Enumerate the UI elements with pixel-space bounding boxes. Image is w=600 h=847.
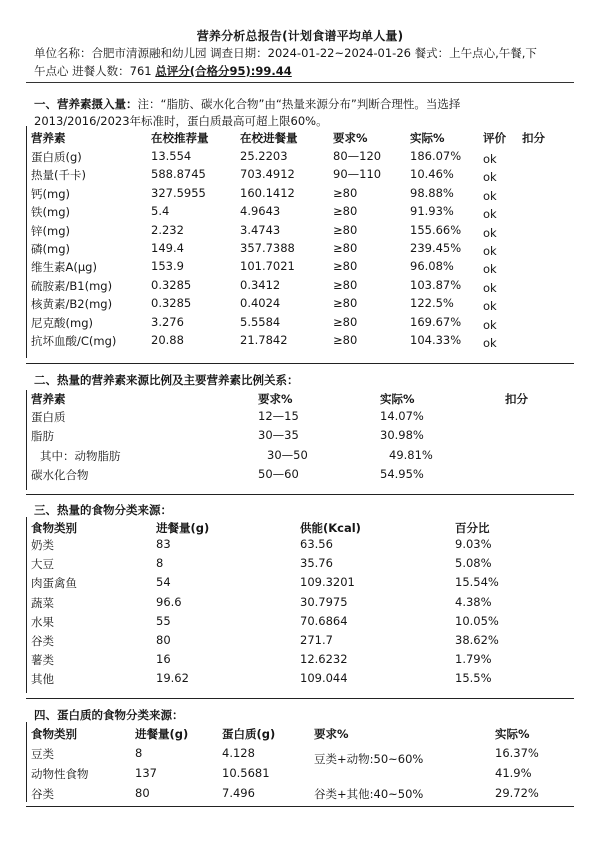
nutrient-cell: 80—120 bbox=[333, 149, 382, 163]
nutrient-cell: 327.5955 bbox=[151, 185, 206, 200]
nutrient-cell: 21.7842 bbox=[240, 333, 288, 347]
protein-source-header-0: 食物类别 bbox=[31, 727, 77, 741]
nutrient-cell: ok bbox=[483, 244, 497, 258]
table-row bbox=[0, 409, 600, 426]
protein-source-header-2: 蛋白质(g) bbox=[222, 727, 276, 741]
food-source-header-row bbox=[0, 520, 600, 537]
energy-source-header-row bbox=[0, 391, 600, 408]
food-source-cell: 70.6864 bbox=[300, 613, 348, 628]
requirement-beans-animal: 豆类+动物:50~60% bbox=[314, 752, 424, 766]
nutrient-cell: 核黄素/B2(mg) bbox=[31, 297, 113, 312]
nutrient-cell: 104.33% bbox=[410, 333, 462, 347]
nutrient-cell: 96.08% bbox=[410, 259, 454, 274]
nutrient-header-2: 在校进餐量 bbox=[240, 131, 298, 145]
energy-source-header-0: 营养素 bbox=[31, 392, 66, 406]
food-source-cell: 109.044 bbox=[300, 671, 348, 686]
nutrient-cell: ok bbox=[483, 262, 497, 277]
nutrient-cell: 160.1412 bbox=[240, 185, 295, 200]
protein-source-header-1: 进餐量(g) bbox=[135, 727, 189, 741]
food-source-header-3: 百分比 bbox=[455, 521, 490, 535]
energy-source-cell: 49.81% bbox=[389, 448, 433, 462]
food-source-cell: 1.79% bbox=[455, 652, 492, 667]
nutrient-header-0: 营养素 bbox=[31, 131, 66, 145]
food-source-header-1: 进餐量(g) bbox=[156, 521, 210, 535]
food-source-cell: 水果 bbox=[31, 614, 54, 629]
food-source-cell: 奶类 bbox=[31, 538, 54, 552]
table-row bbox=[0, 633, 600, 650]
nutrient-cell: 蛋白质(g) bbox=[31, 150, 82, 164]
food-source-cell: 5.08% bbox=[455, 556, 492, 571]
nutrient-header-3: 要求% bbox=[333, 131, 368, 145]
nutrient-cell: ok bbox=[483, 207, 497, 222]
protein-source-cell: 8 bbox=[135, 746, 143, 760]
nutrient-cell: ≥80 bbox=[333, 277, 358, 292]
info-line-1: 单位名称：合肥市清源融和幼儿园 调查日期：2024-01-22~2024-01-26 餐式：上午点心,午餐,下 bbox=[34, 46, 537, 60]
total-score: 总评分(合格分95):99.44 bbox=[155, 64, 292, 78]
food-source-header-2: 供能(Kcal) bbox=[300, 521, 361, 535]
protein-source-cell: 137 bbox=[135, 766, 157, 780]
food-source-cell: 63.56 bbox=[300, 537, 333, 551]
nutrient-cell: 钙(mg) bbox=[31, 186, 70, 201]
nutrient-cell: ≥80 bbox=[333, 185, 358, 200]
food-source-cell: 9.03% bbox=[455, 537, 492, 551]
nutrient-cell: 0.4024 bbox=[240, 296, 281, 311]
protein-source-cell: 10.5681 bbox=[222, 766, 270, 780]
food-source-cell: 15.5% bbox=[455, 671, 492, 686]
food-source-cell: 80 bbox=[156, 633, 171, 647]
nutrient-cell: ok bbox=[483, 280, 497, 295]
food-source-cell: 271.7 bbox=[300, 633, 333, 647]
nutrient-cell: ok bbox=[483, 336, 497, 350]
energy-source-cell: 54.95% bbox=[380, 467, 424, 481]
nutrient-cell: 588.8745 bbox=[151, 167, 206, 182]
nutrient-cell: 0.3285 bbox=[151, 277, 192, 292]
table-row bbox=[0, 296, 600, 313]
report-info bbox=[34, 44, 574, 80]
table-row bbox=[0, 278, 600, 295]
nutrient-cell: 239.45% bbox=[410, 241, 462, 255]
nutrient-cell: 磷(mg) bbox=[31, 242, 70, 256]
nutrient-cell: ok bbox=[483, 299, 497, 314]
table-row bbox=[0, 746, 600, 763]
nutrient-cell: ok bbox=[483, 188, 497, 203]
section4-left-border bbox=[26, 722, 27, 802]
nutrient-cell: 热量(千卡) bbox=[31, 168, 86, 183]
table-row bbox=[0, 223, 600, 240]
nutrient-header-4: 实际% bbox=[410, 131, 445, 145]
food-source-cell: 30.7975 bbox=[300, 594, 348, 609]
nutrient-cell: 25.2203 bbox=[240, 149, 288, 163]
protein-source-header-4: 实际% bbox=[495, 727, 530, 741]
nutrient-cell: 0.3285 bbox=[151, 296, 192, 311]
table-row bbox=[0, 315, 600, 332]
nutrient-cell: ≥80 bbox=[333, 222, 358, 237]
header-rule bbox=[26, 82, 574, 83]
table-row bbox=[0, 149, 600, 166]
nutrient-cell: 155.66% bbox=[410, 222, 462, 237]
energy-source-header-3: 扣分 bbox=[505, 392, 528, 406]
nutrient-cell: ≥80 bbox=[333, 296, 358, 311]
protein-source-cell: 豆类 bbox=[31, 747, 54, 761]
food-source-cell: 肉蛋禽鱼 bbox=[31, 576, 77, 591]
protein-source-cell: 80 bbox=[135, 786, 150, 800]
energy-source-cell: 12—15 bbox=[258, 409, 299, 423]
food-source-cell: 96.6 bbox=[156, 594, 182, 609]
protein-source-cell: 4.128 bbox=[222, 746, 255, 760]
food-source-cell: 19.62 bbox=[156, 671, 189, 686]
nutrient-header-5: 评价 bbox=[483, 131, 506, 145]
food-source-cell: 蔬菜 bbox=[31, 595, 54, 610]
table-row bbox=[0, 556, 600, 573]
section3-divider bbox=[26, 698, 574, 699]
nutrient-cell: ≥80 bbox=[333, 314, 358, 329]
nutrient-cell: 3.276 bbox=[151, 314, 184, 329]
section1-divider bbox=[26, 363, 574, 364]
nutrient-cell: 3.4743 bbox=[240, 222, 281, 237]
food-source-cell: 4.38% bbox=[455, 594, 492, 609]
nutrient-cell: 5.4 bbox=[151, 204, 170, 219]
nutrient-cell: ok bbox=[483, 225, 497, 240]
nutrient-cell: ≥80 bbox=[333, 241, 358, 255]
nutrient-cell: 357.7388 bbox=[240, 241, 295, 255]
nutrient-cell: 锌(mg) bbox=[31, 223, 70, 238]
table-row bbox=[0, 186, 600, 203]
nutrient-cell: 98.88% bbox=[410, 185, 454, 200]
section1-note-line1: 注：“脂肪、碳水化合物”由“热量来源分布”判断合理性。当选择 bbox=[137, 97, 461, 111]
nutrient-cell: 703.4912 bbox=[240, 167, 295, 182]
nutrient-cell: 103.87% bbox=[410, 277, 462, 292]
nutrient-cell: 153.9 bbox=[151, 259, 184, 274]
nutrient-cell: 尼克酸(mg) bbox=[31, 315, 93, 330]
info-line-2 bbox=[34, 62, 574, 80]
food-source-cell: 83 bbox=[156, 537, 171, 551]
food-source-cell: 10.05% bbox=[455, 613, 499, 628]
table-row bbox=[0, 537, 600, 554]
table-row bbox=[0, 448, 600, 465]
protein-source-cell: 动物性食物 bbox=[31, 767, 89, 781]
nutrient-cell: ok bbox=[483, 170, 497, 185]
nutrient-cell: ≥80 bbox=[333, 204, 358, 219]
section4-title: 四、蛋白质的食物分类来源： bbox=[34, 708, 184, 722]
section1-title: 一、营养素摄入量： bbox=[34, 97, 138, 111]
nutrient-header-row bbox=[0, 130, 600, 147]
energy-source-cell: 其中：动物脂肪 bbox=[40, 449, 121, 463]
table-row bbox=[0, 167, 600, 184]
nutrient-cell: 186.07% bbox=[410, 149, 462, 163]
nutrient-cell: 5.5584 bbox=[240, 314, 281, 329]
nutrient-cell: 硫胺素/B1(mg) bbox=[31, 278, 113, 293]
nutrient-cell: 0.3412 bbox=[240, 277, 281, 292]
food-source-cell: 54 bbox=[156, 575, 171, 590]
food-source-cell: 109.3201 bbox=[300, 575, 355, 590]
table-row bbox=[0, 786, 600, 803]
nutrient-cell: 2.232 bbox=[151, 222, 184, 237]
food-source-cell: 其他 bbox=[31, 672, 54, 687]
nutrient-cell: 抗坏血酸/C(mg) bbox=[31, 334, 117, 348]
nutrient-cell: 169.67% bbox=[410, 314, 462, 329]
energy-source-header-2: 实际% bbox=[380, 392, 415, 406]
nutrient-cell: 101.7021 bbox=[240, 259, 295, 274]
energy-source-cell: 30.98% bbox=[380, 428, 424, 442]
table-row bbox=[0, 204, 600, 221]
food-source-header-0: 食物类别 bbox=[31, 521, 77, 535]
table-row bbox=[0, 614, 600, 631]
section2-left-border bbox=[26, 390, 27, 490]
energy-source-cell: 50—60 bbox=[258, 467, 299, 481]
nutrient-cell: 149.4 bbox=[151, 241, 184, 255]
nutrient-cell: 122.5% bbox=[410, 296, 454, 311]
food-source-cell: 谷类 bbox=[31, 634, 54, 648]
energy-source-cell: 碳水化合物 bbox=[31, 468, 89, 482]
food-source-cell: 38.62% bbox=[455, 633, 499, 647]
food-source-cell: 12.6232 bbox=[300, 652, 348, 667]
report-title: 营养分析总报告(计划食谱平均单人量) bbox=[196, 29, 404, 43]
nutrient-cell: ok bbox=[483, 152, 497, 166]
table-row bbox=[0, 766, 600, 783]
protein-source-cell: 16.37% bbox=[495, 746, 539, 760]
energy-source-cell: 14.07% bbox=[380, 409, 424, 423]
food-source-cell: 大豆 bbox=[31, 557, 54, 572]
nutrient-cell: 维生素A(μg) bbox=[31, 260, 97, 275]
protein-source-header-3: 要求% bbox=[314, 727, 349, 741]
nutrient-cell: 13.554 bbox=[151, 149, 192, 163]
info-line-2-prefix: 午点心 进餐人数：761 bbox=[34, 64, 156, 78]
energy-source-cell: 蛋白质 bbox=[31, 410, 66, 424]
energy-source-cell: 30—35 bbox=[258, 428, 299, 442]
nutrient-cell: ≥80 bbox=[333, 333, 358, 347]
protein-source-header-row bbox=[0, 726, 600, 743]
food-source-cell: 薯类 bbox=[31, 653, 54, 668]
requirement-grains-other: 谷类+其他:40~50% bbox=[314, 787, 424, 801]
protein-source-cell: 29.72% bbox=[495, 786, 539, 800]
food-source-cell: 35.76 bbox=[300, 556, 333, 571]
section3-title: 三、热量的食物分类来源： bbox=[34, 503, 172, 517]
section2-title: 二、热量的营养素来源比例及主要营养素比例关系： bbox=[34, 373, 299, 387]
section1-heading bbox=[34, 96, 574, 130]
section1-left-border bbox=[26, 126, 27, 358]
protein-source-cell: 7.496 bbox=[222, 786, 255, 800]
table-row bbox=[0, 333, 600, 350]
table-row bbox=[0, 595, 600, 612]
nutrient-cell: 20.88 bbox=[151, 333, 184, 347]
section3-left-border bbox=[26, 517, 27, 693]
nutrient-header-6: 扣分 bbox=[522, 131, 545, 145]
nutrient-cell: 4.9643 bbox=[240, 204, 281, 219]
table-row bbox=[0, 428, 600, 445]
energy-source-cell: 脂肪 bbox=[31, 429, 54, 443]
food-source-cell: 15.54% bbox=[455, 575, 499, 590]
table-row bbox=[0, 652, 600, 669]
section2-divider bbox=[26, 494, 574, 495]
section4-divider bbox=[26, 806, 574, 807]
protein-source-cell: 41.9% bbox=[495, 766, 532, 780]
nutrient-cell: ≥80 bbox=[333, 259, 358, 274]
nutrient-cell: 10.46% bbox=[410, 167, 454, 182]
table-row bbox=[0, 259, 600, 276]
nutrient-cell: ok bbox=[483, 317, 497, 332]
nutrient-cell: 铁(mg) bbox=[31, 205, 70, 220]
food-source-cell: 16 bbox=[156, 652, 171, 667]
protein-source-cell: 谷类 bbox=[31, 787, 54, 801]
table-row bbox=[0, 671, 600, 688]
section1-note-line2: 2013/2016/2023年标准时，蛋白质最高可超上限60%。 bbox=[34, 114, 328, 128]
nutrient-cell: 90—110 bbox=[333, 167, 382, 182]
food-source-cell: 55 bbox=[156, 613, 171, 628]
nutrient-header-1: 在校推荐量 bbox=[151, 131, 209, 145]
table-row bbox=[0, 575, 600, 592]
table-row bbox=[0, 241, 600, 258]
table-row bbox=[0, 467, 600, 484]
nutrient-cell: 91.93% bbox=[410, 204, 454, 219]
food-source-cell: 8 bbox=[156, 556, 164, 571]
energy-source-cell: 30—50 bbox=[267, 448, 308, 462]
energy-source-header-1: 要求% bbox=[258, 392, 293, 406]
